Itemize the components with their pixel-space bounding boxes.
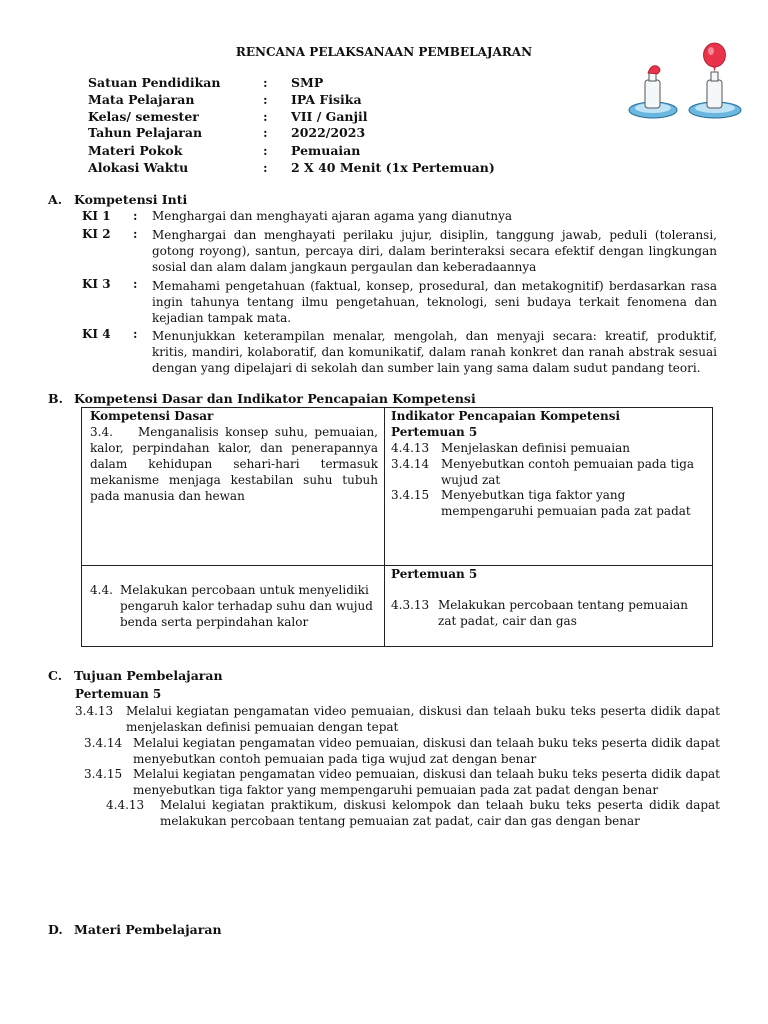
kd-text: Menganalisis konsep suhu, pemuaian, kalor, perpindahan kalor, dan penerapannya dalam kehidupan sehari-hari termasuk mekanisme menjaga kestabilan suhu tubuh pada manusia dan hewan	[90, 425, 378, 503]
identity-colon: :	[263, 75, 268, 90]
identity-label: Materi Pokok	[88, 143, 183, 158]
indicator-number: 4.4.13	[391, 441, 430, 455]
section-a-heading	[48, 192, 187, 208]
objective-text: Melalui kegiatan praktikum, diskusi kelompok dan telaah buku teks peserta didik dapat melakukan percobaan tentang pemuaian zat padat, cair dan gas dengan benar	[160, 798, 720, 828]
kd-number: 3.4.	[90, 425, 113, 439]
ki-code: KI 2	[82, 227, 111, 241]
indicator-text: Melakukan percobaan tentang pemuaian zat padat, cair dan gas	[438, 598, 688, 628]
section-title: Tujuan Pembelajaran	[74, 668, 223, 683]
table-column-divider	[384, 408, 385, 646]
identity-label: Mata Pelajaran	[88, 92, 195, 107]
objective-number: 3.4.15	[84, 767, 123, 781]
objective-number: 3.4.14	[84, 736, 123, 750]
section-letter: D.	[48, 922, 63, 937]
identity-colon: :	[263, 92, 268, 107]
objective-text: Melalui kegiatan pengamatan video pemuaian, diskusi dan telaah buku teks peserta didik dapat menjelaskan definisi pemuaian dengan tepat	[126, 704, 720, 734]
ki-code: KI 3	[82, 277, 111, 291]
section-letter: B.	[48, 391, 63, 406]
section-title: Kompetensi Dasar dan Indikator Pencapaian Kompetensi	[74, 391, 476, 406]
ki-text: Menghargai dan menghayati ajaran agama yang dianutnya	[152, 209, 513, 223]
identity-colon: :	[263, 109, 268, 124]
kd-column-header: Kompetensi Dasar	[90, 409, 214, 423]
objective-text: Melalui kegiatan pengamatan video pemuaian, diskusi dan telaah buku teks peserta didik dapat menyebutkan tiga faktor yang mempengaruhi pemuaian pada zat padat dengan benar	[133, 767, 720, 797]
identity-label: Kelas/ semester	[88, 109, 199, 124]
section-title: Materi Pembelajaran	[74, 922, 222, 937]
meeting-label: Pertemuan 5	[391, 567, 478, 581]
identity-label: Tahun Pelajaran	[88, 125, 203, 140]
ki-colon: :	[133, 209, 138, 223]
objective-number: 4.4.13	[106, 798, 145, 812]
ki-colon: :	[133, 327, 138, 341]
section-title: Kompetensi Inti	[74, 192, 188, 207]
ki-colon: :	[133, 227, 138, 241]
identity-label: Alokasi Waktu	[88, 160, 189, 175]
indicator-text: Menjelaskan definisi pemuaian	[441, 441, 630, 455]
identity-value: VII / Ganjil	[291, 109, 368, 124]
identity-value: 2 X 40 Menit (1x Pertemuan)	[291, 160, 495, 175]
objective-text-wrap	[160, 797, 720, 829]
identity-value: SMP	[291, 75, 324, 90]
ki-colon: :	[133, 277, 138, 291]
identity-colon: :	[263, 143, 268, 158]
identity-value: Pemuaian	[291, 143, 361, 158]
ki-code: KI 1	[82, 209, 111, 223]
identity-value: IPA Fisika	[291, 92, 362, 107]
kd-number: 4.4.	[90, 583, 113, 597]
objective-number: 3.4.13	[75, 704, 114, 718]
section-d-heading	[48, 922, 222, 938]
kd-text: Melakukan percobaan untuk menyelidiki pengaruh kalor terhadap suhu dan wujud benda serta perpindahan kalor	[120, 583, 373, 629]
kd-text-left-pad	[90, 424, 378, 504]
indicator-number: 3.4.15	[391, 488, 430, 502]
indicator-text: Menyebutkan tiga faktor yang mempengaruhi pemuaian pada zat padat	[441, 488, 691, 518]
document-title: RENCANA PELAKSANAAN PEMBELAJARAN	[235, 45, 533, 59]
competency-table	[81, 407, 713, 647]
indicator-text: Menyebutkan contoh pemuaian pada tiga wujud zat	[441, 457, 695, 487]
identity-value: 2022/2023	[291, 125, 366, 140]
identity-colon: :	[263, 160, 268, 175]
identity-colon: :	[263, 125, 268, 140]
ki-text: Menunjukkan keterampilan menalar, mengolah, dan menyaji secara: kreatif, produktif, kritis, mandiri, kolaboratif, dan komunikatif, dalam ranah konkret dan ranah abstrak sesuai dengan yang dipelajari di sekolah dan sumber lain yang sama dalam sudut pandang teori.	[152, 329, 717, 375]
ki-text: Memahami pengetahuan (faktual, konsep, prosedural, dan metakognitif) berdasarkan rasa ingin tahunya tentang ilmu pengetahuan, teknologi, seni budaya terkait fenomena dan kejadian tampak mata.	[152, 279, 717, 325]
ki-code: KI 4	[82, 327, 111, 341]
section-letter: C.	[48, 668, 63, 683]
meeting-label: Pertemuan 5	[75, 687, 162, 701]
section-b-heading	[48, 391, 476, 407]
objective-text: Melalui kegiatan pengamatan video pemuaian, diskusi dan telaah buku teks peserta didik dapat menyebutkan contoh pemuaian pada tiga wujud zat dengan benar	[133, 736, 720, 766]
ki-text: Menghargai dan menghayati perilaku jujur, disiplin, tanggung jawab, peduli (toleransi, gotong royong), santun, percaya diri, dalam berinteraksi secara efektif dengan lingkungan sosial dan alam dalam jangkaun pergaulan dan keberadaannya	[152, 228, 717, 274]
section-letter: A.	[48, 192, 63, 207]
meeting-label: Pertemuan 5	[391, 425, 478, 439]
indicator-number: 3.4.14	[391, 457, 430, 471]
indicator-number: 4.3.13	[391, 598, 430, 612]
ipk-column-header: Indikator Pencapaian Kompetensi	[391, 409, 621, 423]
section-c-heading	[48, 668, 223, 684]
identity-label: Satuan Pendidikan	[88, 75, 221, 90]
balloon-bottle-experiment-illustration	[627, 42, 745, 124]
